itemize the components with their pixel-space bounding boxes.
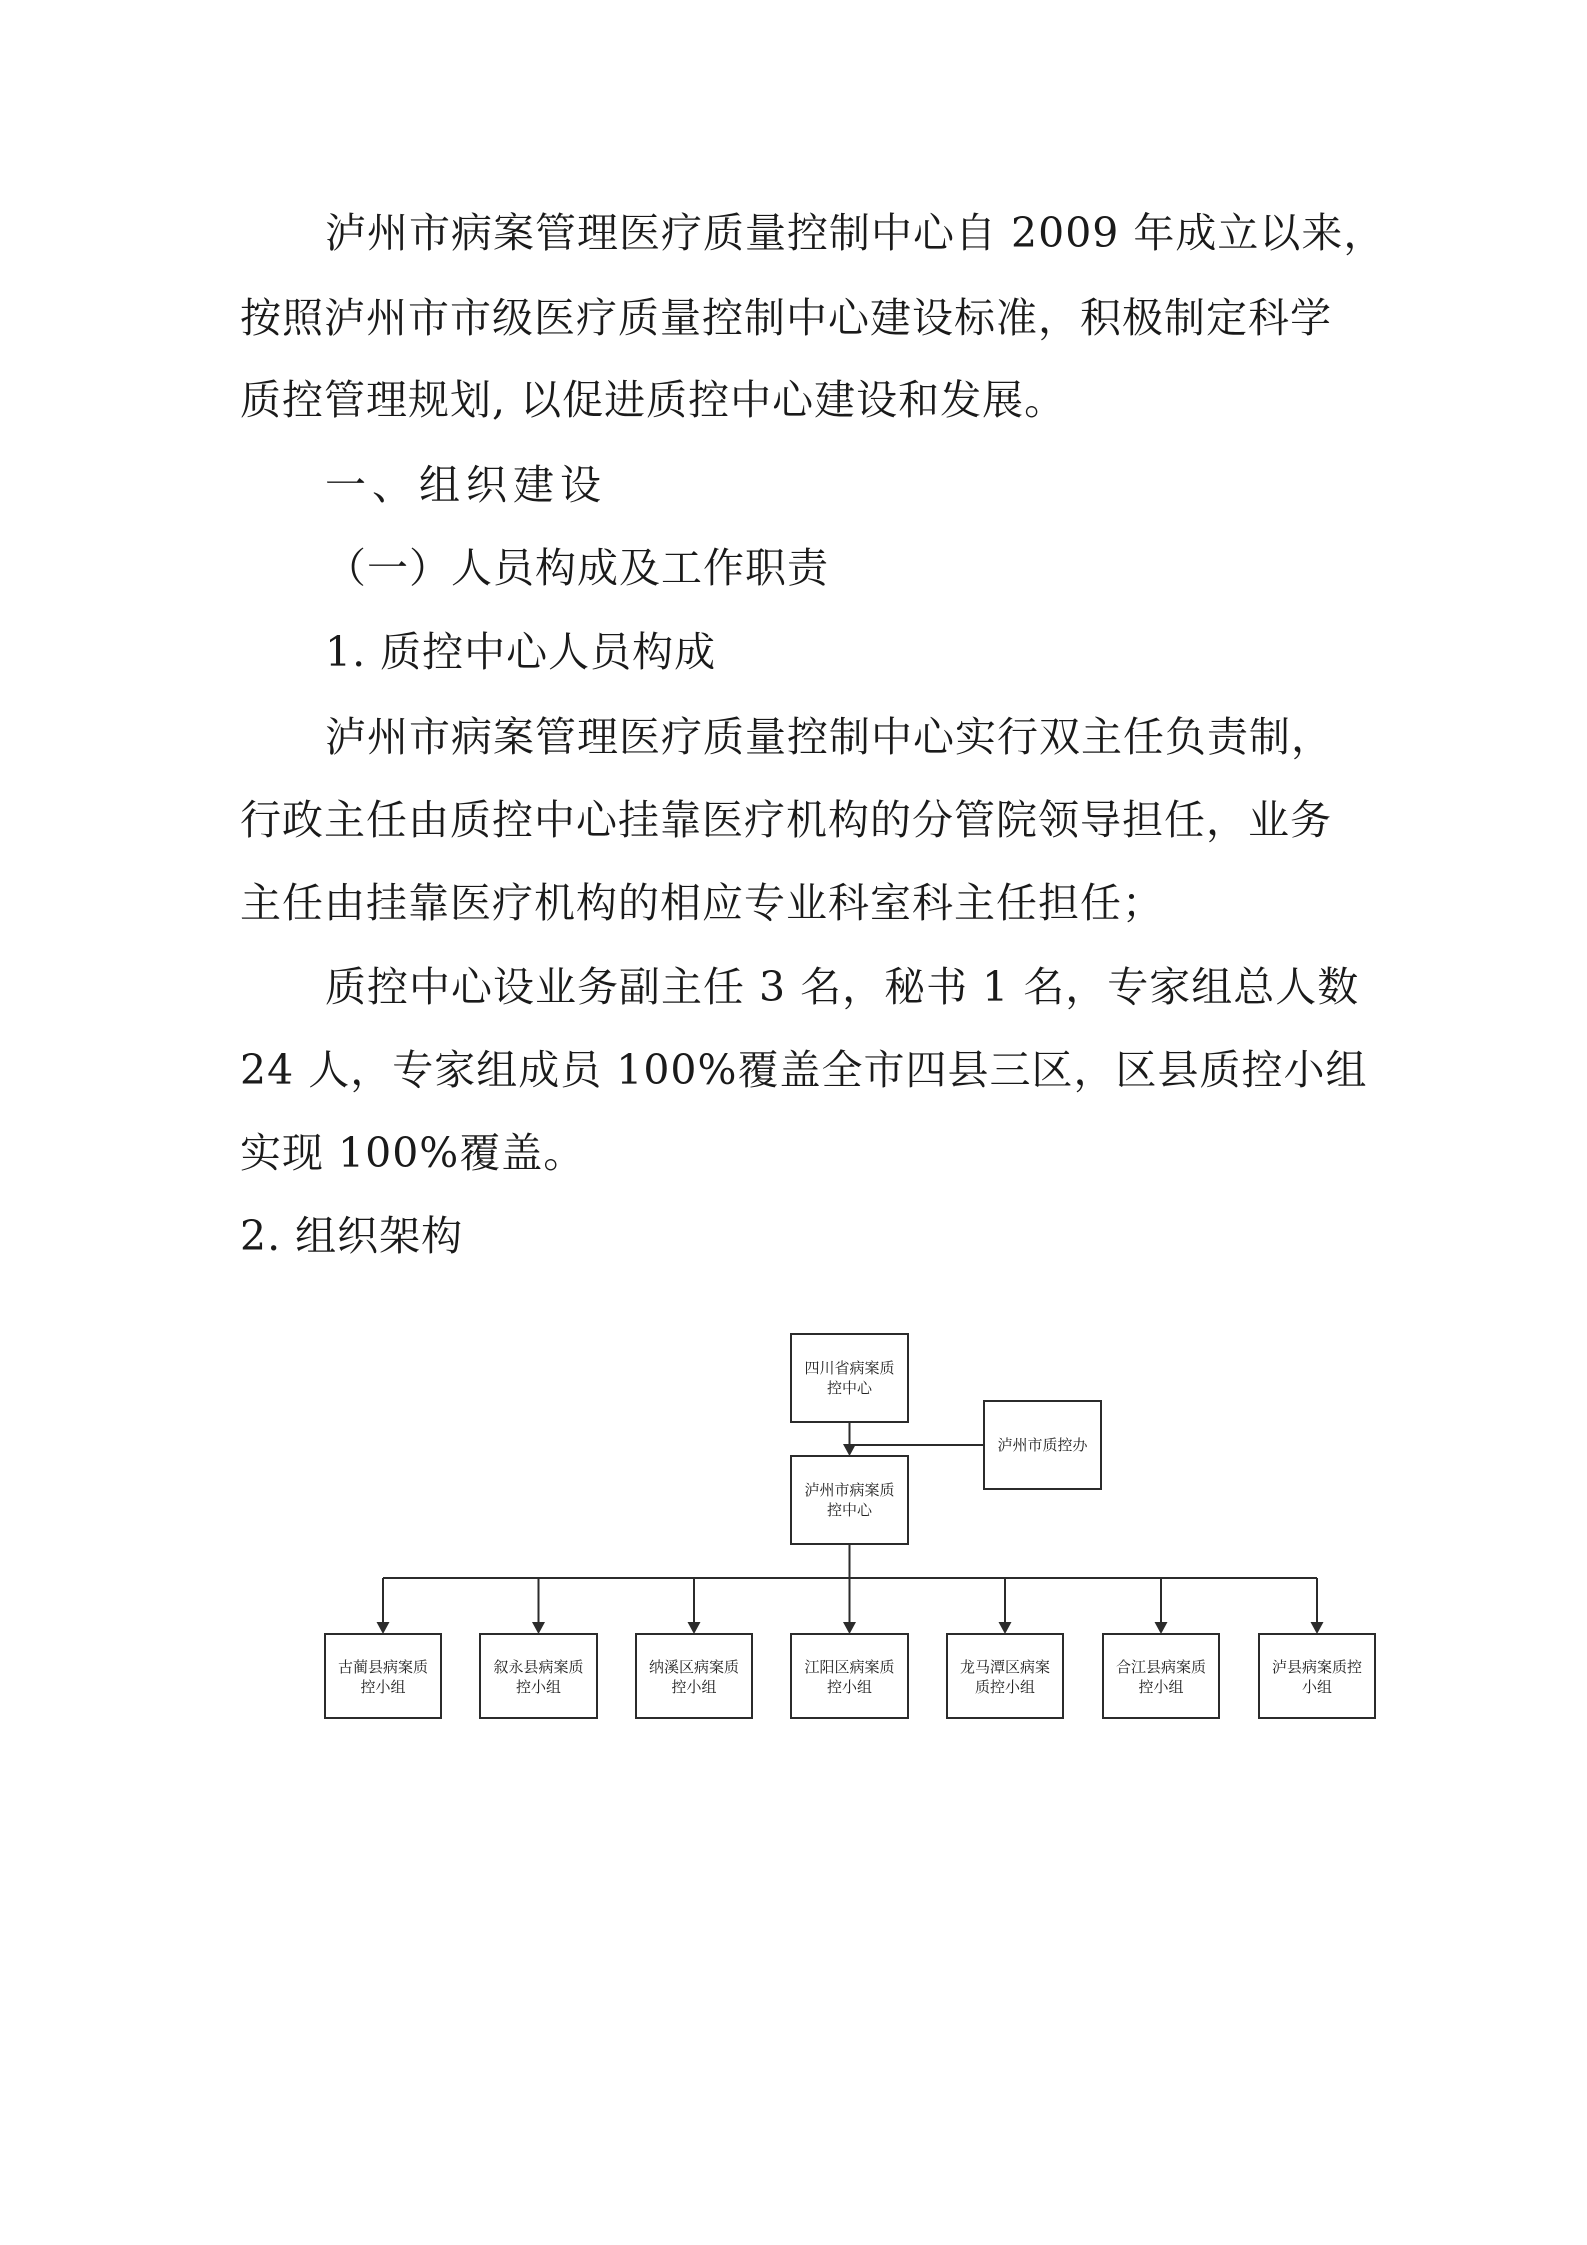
org-node-group-3-line-1: 纳溪区病案质 (648, 1658, 740, 1676)
item-1-title: 1. 质控中心人员构成 (325, 628, 717, 676)
org-node-group-7-line-2: 小组 (1301, 1678, 1333, 1696)
item-2-title: 2. 组织架构 (240, 1212, 464, 1260)
org-node-group-4 (791, 1634, 908, 1718)
org-node-group-1-line-1: 古蔺县病案质 (337, 1658, 429, 1676)
org-node-group-5-line-2: 质控小组 (974, 1678, 1036, 1696)
org-node-middle (791, 1456, 908, 1544)
org-node-group-6-line-2: 控小组 (1138, 1678, 1184, 1696)
item-1-para2-line-1: 质控中心设业务副主任 3 名，秘书 1 名，专家组总人数 (325, 963, 1360, 1011)
org-node-group-1 (325, 1634, 441, 1718)
org-node-top (791, 1334, 908, 1422)
org-node-group-2-line-1: 叙永县病案质 (493, 1658, 584, 1676)
org-node-group-4-line-2: 控小组 (826, 1678, 873, 1696)
intro-line-3: 质控管理规划, 以促进质控中心建设和发展。 (240, 376, 1067, 424)
org-node-group-5 (947, 1634, 1063, 1718)
org-node-group-3 (636, 1634, 752, 1718)
org-node-group-7 (1259, 1634, 1375, 1718)
org-node-group-5-line-1: 龙马潭区病案 (959, 1658, 1051, 1676)
org-node-group-2 (480, 1634, 597, 1718)
intro-line-2: 按照泸州市市级医疗质量控制中心建设标准，积极制定科学 (240, 294, 1332, 342)
org-node-group-4-line-1: 江阳区病案质 (804, 1658, 895, 1676)
subsection-heading: （一）人员构成及工作职责 (325, 544, 829, 592)
org-node-side (984, 1401, 1101, 1489)
item-1-para2-line-3: 实现 100%覆盖。 (240, 1129, 586, 1177)
intro-line-1: 泸州市病案管理医疗质量控制中心自 2009 年成立以来， (325, 209, 1386, 257)
section-heading: 一、组织建设 (325, 461, 607, 509)
org-node-group-3-line-2: 控小组 (671, 1678, 717, 1696)
org-node-top-line-2: 控中心 (826, 1379, 873, 1397)
item-1-para1-line-3: 主任由挂靠医疗机构的相应专业科室科主任担任； (240, 879, 1164, 927)
org-node-group-6 (1103, 1634, 1219, 1718)
org-node-group-6-line-1: 合江县病案质 (1115, 1658, 1207, 1676)
org-node-top-line-1: 四川省病案质 (804, 1359, 895, 1377)
org-connectors-lower (377, 1544, 1324, 1634)
org-node-group-7-line-1: 泸县病案质控 (1271, 1658, 1363, 1676)
item-1-para1-line-2: 行政主任由质控中心挂靠医疗机构的分管院领导担任，业务 (240, 796, 1332, 844)
item-1-para1-line-1: 泸州市病案管理医疗质量控制中心实行双主任负责制， (325, 713, 1333, 761)
org-node-side-label: 泸州市质控办 (997, 1436, 1088, 1454)
org-node-middle-line-2: 控中心 (826, 1501, 873, 1519)
item-1-para2-line-2: 24 人，专家组成员 100%覆盖全市四县三区，区县质控小组 (240, 1046, 1368, 1094)
org-node-middle-line-1: 泸州市病案质 (804, 1481, 895, 1499)
org-node-group-2-line-2: 控小组 (515, 1678, 562, 1696)
org-connectors-upper (843, 1422, 984, 1456)
org-node-group-1-line-2: 控小组 (360, 1678, 406, 1696)
